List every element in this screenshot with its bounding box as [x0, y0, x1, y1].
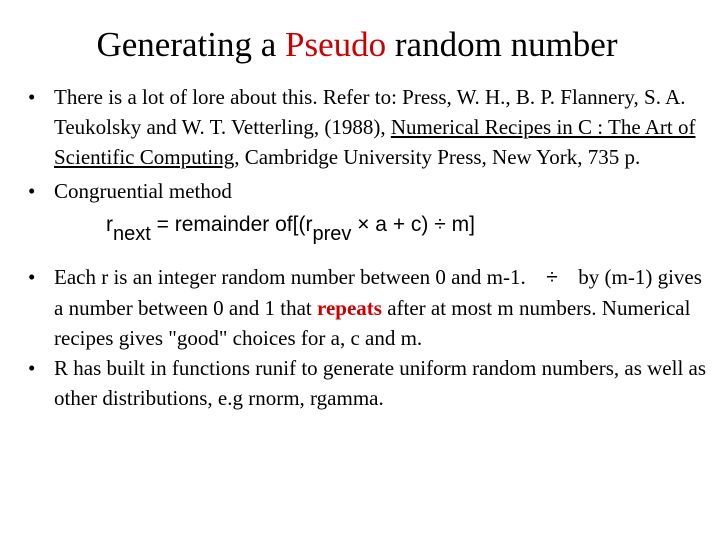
formula-mid: = remainder of[(r — [150, 213, 313, 236]
title-accent-word: Pseudo — [285, 25, 387, 64]
congruential-formula — [106, 210, 475, 245]
bullet-marker: • — [28, 179, 36, 203]
r-functions-text: R has built in functions runif to generate uniform random numbers, as well as other distributions, e.g rnorm, rgamma. — [54, 356, 707, 410]
bullet-r-functions — [28, 353, 708, 413]
integer-text: Each r is an integer random number between 0 and m-1. — [54, 265, 532, 289]
bullet-congruential — [28, 176, 708, 206]
bullet-marker: • — [28, 356, 36, 380]
bullet-marker: • — [28, 85, 36, 109]
reference-text: There is a lot of lore about this. Refer to: Press, W. H., B. P. Flannery, S. A. Teukolsky and W. T. Vetterling, (1988), — [54, 85, 686, 139]
integer-text-cont: by (m-1) gives a number between 0 and 1 that — [54, 265, 702, 320]
formula-r: r — [106, 213, 113, 236]
integer-text-end: after at most m numbers. Numerical recipes gives "good" choices for a, c and m. — [54, 296, 691, 350]
bullet-list — [28, 82, 708, 413]
formula-row — [28, 206, 708, 262]
bullet-reference — [28, 82, 708, 172]
formula-sub-prev: prev — [312, 223, 352, 245]
slide-title — [0, 22, 714, 68]
bullet-marker: • — [28, 265, 36, 289]
congruential-label: Congruential method — [54, 179, 232, 203]
reference-publisher: , Cambridge University Press, New York, 735 p. — [234, 145, 641, 169]
title-suffix: random number — [386, 25, 618, 64]
book-title: Numerical Recipes in C : The Art of Scientific Computing — [54, 115, 696, 169]
title-prefix: Generating a — [96, 25, 286, 64]
formula-end: × a + c) ÷ m] — [351, 213, 475, 236]
bullet-integer — [28, 262, 708, 353]
formula-sub-next: next — [113, 223, 151, 245]
divide-icon: ÷ — [546, 266, 558, 289]
repeats-emphasis: repeats — [317, 296, 382, 320]
